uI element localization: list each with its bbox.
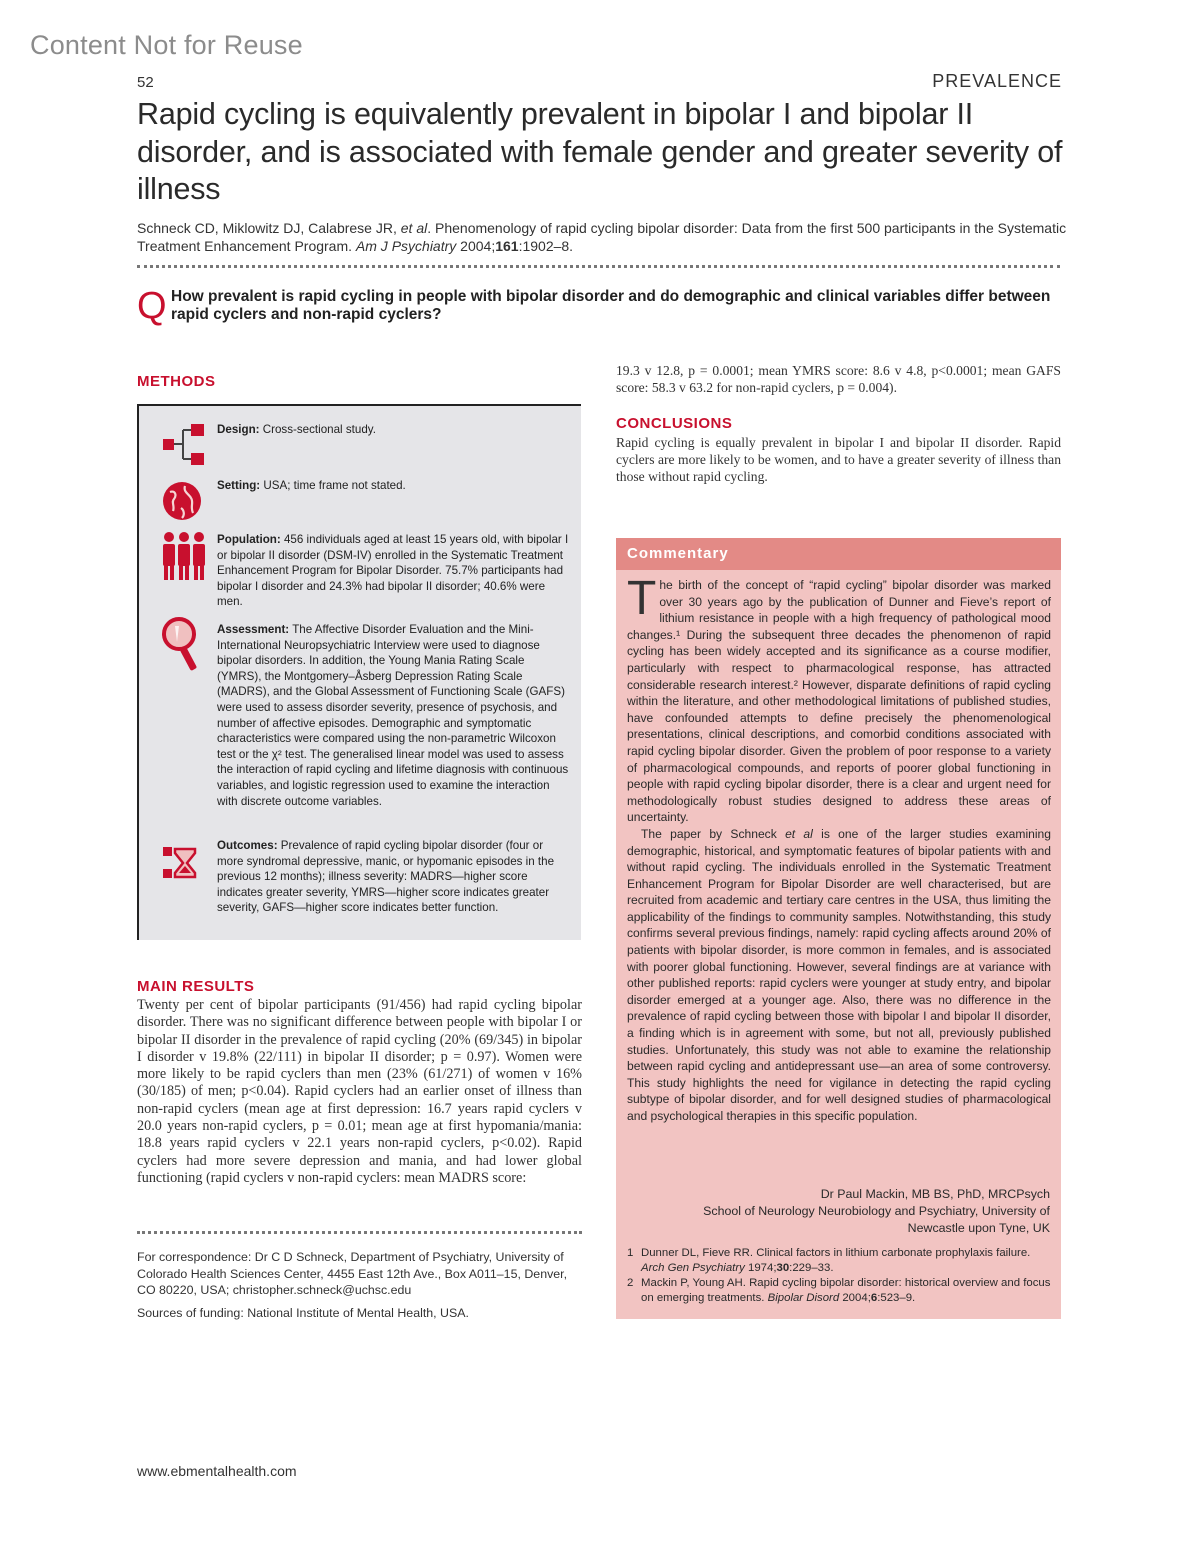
design-label: Design: <box>217 423 260 436</box>
population-text: 456 individuals aged at least 15 years old, with bipolar I or bipolar II disorder (DSM-IV) enrolled in the Systematic Treatment Enhancement Program for Bipolar Disorder. 75.7% participants had bipolar I disorder and 24.3% had bipolar II disorder; 40.6% were men. <box>217 533 569 609</box>
conclusions-text: Rapid cycling is equally prevalent in bipolar I and bipolar II disorder. Rapid cyclers are more likely to be women, and to have a greater severity of illness than those without rapid cycling. <box>616 435 1061 484</box>
main-results-continued: 19.3 v 12.8, p = 0.0001; mean YMRS score: 8.6 v 4.8, p<0.0001; mean GAFS score: 58.3 v 63.2 for non-rapid cyclers, p = 0.004). <box>616 363 1061 395</box>
watermark: Content Not for Reuse <box>30 30 303 60</box>
methods-assessment <box>217 622 569 809</box>
funding-source: Sources of funding: National Institute of Mental Health, USA. <box>137 1306 469 1320</box>
reference-journal: Bipolar Disord <box>767 1292 840 1304</box>
assessment-label: Assessment: <box>217 623 290 636</box>
conclusions-heading: CONCLUSIONS <box>616 415 733 432</box>
people-icon <box>161 530 207 582</box>
para2-et-al: et al <box>785 826 813 841</box>
dotted-divider <box>137 265 1060 268</box>
section-label: PREVALENCE <box>932 71 1062 91</box>
setting-text: USA; time frame not stated. <box>260 479 406 492</box>
reference-number: 1 <box>627 1247 634 1259</box>
author-name: Dr Paul Mackin, MB BS, PhD, MRCPsych <box>820 1187 1050 1201</box>
article-title: Rapid cycling is equivalently prevalent in bipolar I and bipolar II disorder, and is associated with female gender and greater severity of illness <box>137 97 1063 206</box>
citation-authors: Schneck CD, Miklowitz DJ, Calabrese JR, <box>137 220 401 236</box>
methods-heading: METHODS <box>137 373 216 390</box>
reference-pages: :229–33. <box>789 1262 834 1274</box>
reference-volume: 30 <box>776 1262 790 1274</box>
commentary-author <box>630 1186 1050 1237</box>
commentary-heading: Commentary <box>616 538 1061 570</box>
methods-box <box>137 404 581 940</box>
citation-pages: :1902–8. <box>518 238 574 254</box>
methods-population <box>217 532 569 610</box>
reference-text: Dunner DL, Fieve RR. Clinical factors in lithium carbonate prophylaxis failure. <box>641 1247 1031 1259</box>
design-value: Cross-sectional study. <box>259 423 376 436</box>
citation-volume: 161 <box>495 238 519 254</box>
reference-item <box>627 1276 1051 1306</box>
citation-et-al: et al <box>400 220 428 236</box>
commentary-body <box>627 572 1051 1125</box>
commentary-box <box>616 538 1061 1319</box>
reference-year: 1974; <box>744 1262 777 1274</box>
citation-text: . Phenomenology of rapid cycling bipolar disorder: Data from the first 500 participants in the Systematic Treatment Enhancement Program. <box>137 220 1067 254</box>
outcomes-label: Outcomes: <box>217 839 278 852</box>
correspondence: For correspondence: Dr C D Schneck, Department of Psychiatry, University of Colorado Health Sciences Center, 4455 East 12th Ave., Box A011–15, Denver, CO 80220, USA; christopher.schneck@uchsc.edu <box>137 1250 568 1297</box>
main-results-heading: MAIN RESULTS <box>137 978 255 995</box>
population-label: Population: <box>217 533 281 546</box>
flowchart-icon <box>161 422 209 468</box>
page-number: 52 <box>137 74 154 91</box>
outcomes-text: Prevalence of rapid cycling bipolar disorder (four or more syndromal depressive, manic, or hypomanic episodes in the previous 12 months); illness severity: MADRS—higher score indicates greater severity, YMRS—higher score indicates greater severity, GAFS—higher score indicates better function. <box>217 839 555 915</box>
reference-journal: Arch Gen Psychiatry <box>641 1262 745 1274</box>
author-affiliation-2: Newcastle upon Tyne, UK <box>907 1221 1050 1235</box>
commentary-paragraph-1 <box>627 572 1051 826</box>
question-mark-letter: Q <box>137 285 167 327</box>
reference-year: 2004; <box>839 1292 871 1304</box>
setting-label: Setting: <box>217 479 261 492</box>
methods-design <box>217 422 569 438</box>
reference-item <box>627 1246 1051 1276</box>
references <box>627 1246 1051 1306</box>
footer-url[interactable]: www.ebmentalhealth.com <box>137 1463 297 1479</box>
commentary-paragraph-2 <box>627 826 1051 1125</box>
clinical-question: How prevalent is rapid cycling in people with bipolar disorder and do demographic and clinical variables differ between rapid cyclers and non-rapid cyclers? <box>171 288 1051 323</box>
drop-cap: T <box>627 572 657 625</box>
citation <box>137 219 1067 255</box>
assessment-text: The Affective Disorder Evaluation and the Mini-International Neuropsychiatric Interview were used to diagnose bipolar disorders. In addition, the Young Mania Rating Scale (YMRS), the Montgomery–Åsberg Depression Rating Scale (MADRS), and the Global Assessment of Functioning Scale (GAFS) were used to assess disorder severity, presence of psychosis, and number of affective episodes. Demographic and symptomatic characteristics were compared using the non-parametric Wilcoxon test or the χ² test. The generalised linear model was used to assess the interaction of rapid cycling and lifetime diagnosis with continuous variables, and logistic regression used to examine the interaction with discrete outcome variables. <box>217 623 569 808</box>
reference-number: 2 <box>627 1277 634 1289</box>
magnifier-icon <box>161 616 203 674</box>
globe-icon <box>161 480 203 522</box>
reference-text: Mackin P, Young AH. Rapid cycling bipolar disorder: historical overview and focus on emerging treatments. <box>641 1277 1051 1304</box>
para2-rest: is one of the larger studies examining demographic, historical, and symptomatic features of bipolar patients with and without rapid cycling. The individuals enrolled in the Systematic Treatment Enhancement Program for Bipolar Disorder are well characterised, but are recruited from academic and tertiary care centres in the USA, thus limiting the applicability of the findings to community samples. Notwithstanding, this study confirms several previous findings, namely: rapid cycling affects around 20% of patients with bipolar disorder, is more common in females, and is associated with poorer global functioning. However, several findings are at variance with other published reports: rapid cyclers were younger at study entry, and bipolar disorder emerged at a younger age. Also, there was no difference in the prevalence of rapid cycling between those with bipolar I and bipolar II disorder, a finding which is in agreement with some, but not all, previously published studies. Unfortunately, this study was not able to examine the relationship between rapid cycling and antidepressant use—an area of some controversy. This study highlights the need for vigilance in detecting the rapid cycling subtype of bipolar disorder, and for well designed studies of pharmacological and psychological therapies in this specific population. <box>627 826 1051 1123</box>
methods-outcomes <box>217 838 569 916</box>
main-results-text: Twenty per cent of bipolar participants (91/456) had rapid cycling bipolar disorder. There was no significant difference between people with bipolar I or bipolar II disorder in the prevalence of rapid cycling (20% (69/345) in bipolar I disorder v 19.8% (22/111) in bipolar II disorder; p = 0.97). Women were more likely to be rapid cyclers than men (23% (61/271) of women v 16% (30/185) of men; p<0.04). Rapid cyclers had an earlier onset of illness than non-rapid cyclers (mean age at first depression: 16.7 years rapid cyclers v 20.0 years non-rapid cyclers, p = 0.01; mean age at first hypomania/mania: 18.8 years rapid cyclers v 22.1 years non-rapid cyclers, p<0.02). Rapid cyclers had more severe depression and mania, and had lower global functioning (rapid cyclers v non-rapid cyclers: mean MADRS score: <box>137 997 582 1186</box>
methods-setting <box>217 478 569 494</box>
para2-start: The paper by Schneck <box>641 826 786 841</box>
author-affiliation-1: School of Neurology Neurobiology and Psychiatry, University of <box>703 1204 1050 1218</box>
dotted-divider-bottom <box>137 1231 582 1234</box>
commentary-para1-text: he birth of the concept of “rapid cycling” bipolar disorder was marked over 30 years ago by the publication of Dunner and Fieve’s report of lithium resistance in people with a high frequency of pathological mood changes.¹ During the subsequent three decades the phenomenon of rapid cycling has been widely accepted and its significance as a course modifier, particularly with respect to pharmacological response, has attracted considerable research interest.² However, disparate definitions of rapid cycling within the literature, and other methodological limitations of published studies, have confounded attempts to define precisely the phenomenological presentations, clinical descriptions, and comorbid conditions associated with rapid cycling bipolar disorder. Given the problem of poor response to a variety of pharmacological compounds, and reports of poorer global functioning in people with rapid cycling bipolar disorder, there is a clear and urgent need for methodologically robust studies designed to address these areas of uncertainty. <box>627 578 1051 825</box>
reference-pages: :523–9. <box>877 1292 916 1304</box>
citation-journal: Am J Psychiatry <box>355 238 457 254</box>
hourglass-icon <box>161 843 201 883</box>
reference-volume: 6 <box>870 1292 878 1304</box>
citation-year: 2004; <box>456 238 496 254</box>
